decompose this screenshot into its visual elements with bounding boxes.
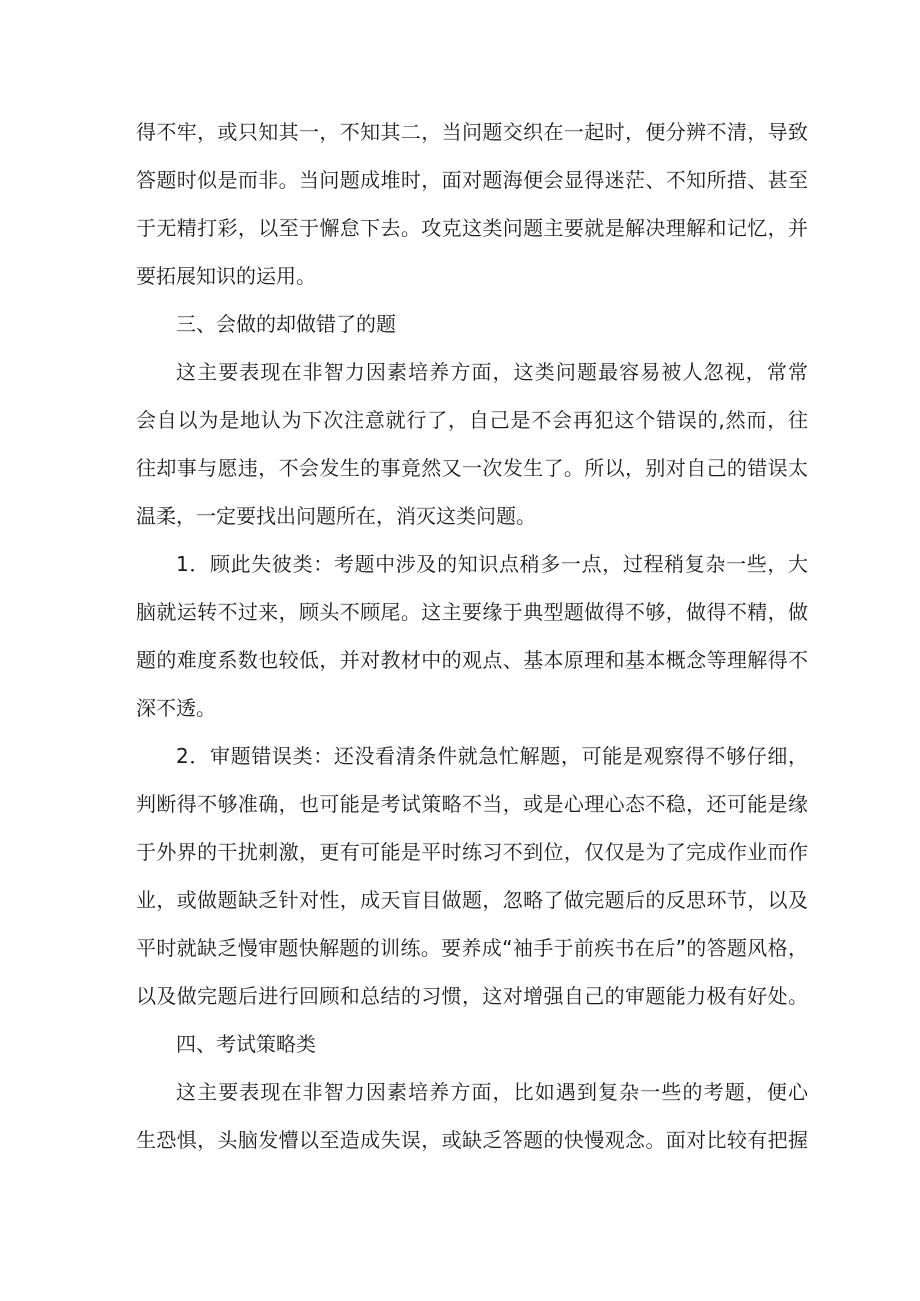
- paragraph-line: 这主要表现在非智力因素培养方面，这类问题最容易被人忽视，常常: [176, 360, 808, 384]
- paragraph-line: 1．顾此失彼类：考题中涉及的知识点稍多一点，过程稍复杂一些，大: [176, 552, 808, 576]
- paragraph-line: 平时就缺乏慢审题快解题的训练。要养成“袖手于前疾书在后”的答题风格，: [136, 936, 808, 960]
- paragraph-line: 于无精打彩，以至于懈怠下去。攻克这类问题主要就是解决理解和记忆，并: [136, 216, 808, 240]
- paragraph-line: 业，或做题缺乏针对性，成天盲目做题，忽略了做完题后的反思环节，以及: [136, 888, 808, 912]
- paragraph-line: 温柔，一定要找出问题所在，消灭这类问题。: [136, 504, 536, 528]
- paragraph-line: 深不透。: [136, 696, 216, 720]
- paragraph-line: 题的难度系数也较低，并对教材中的观点、基本原理和基本概念等理解得不: [136, 648, 808, 672]
- paragraph-line: 往却事与愿违，不会发生的事竟然又一次发生了。所以，别对自己的错误太: [136, 456, 808, 480]
- paragraph-line: 生恐惧，头脑发懵以至造成失误，或缺乏答题的快慢观念。面对比较有把握: [136, 1128, 808, 1152]
- paragraph-line: 于外界的干扰刺激，更有可能是平时练习不到位，仅仅是为了完成作业而作: [136, 840, 808, 864]
- paragraph-line: 得不牢，或只知其一，不知其二，当问题交织在一起时，便分辨不清，导致: [136, 120, 808, 144]
- paragraph-line: 2．审题错误类：还没看清条件就急忙解题，可能是观察得不够仔细，: [176, 744, 808, 768]
- section-heading: 四、考试策略类: [176, 1032, 316, 1056]
- paragraph-line: 以及做完题后进行回顾和总结的习惯，这对增强自己的审题能力极有好处。: [136, 984, 808, 1008]
- section-heading: 三、会做的却做错了的题: [176, 312, 396, 336]
- paragraph-line: 这主要表现在非智力因素培养方面，比如遇到复杂一些的考题，便心: [176, 1080, 808, 1104]
- paragraph-line: 答题时似是而非。当问题成堆时，面对题海便会显得迷茫、不知所措、甚至: [136, 168, 808, 192]
- paragraph-line: 判断得不够准确，也可能是考试策略不当，或是心理心态不稳，还可能是缘: [136, 792, 808, 816]
- paragraph-line: 脑就运转不过来，顾头不顾尾。这主要缘于典型题做得不够，做得不精，做: [136, 600, 808, 624]
- paragraph-line: 要拓展知识的运用。: [136, 264, 316, 288]
- paragraph-line: 会自以为是地认为下次注意就行了，自己是不会再犯这个错误的,然而，往: [136, 408, 808, 432]
